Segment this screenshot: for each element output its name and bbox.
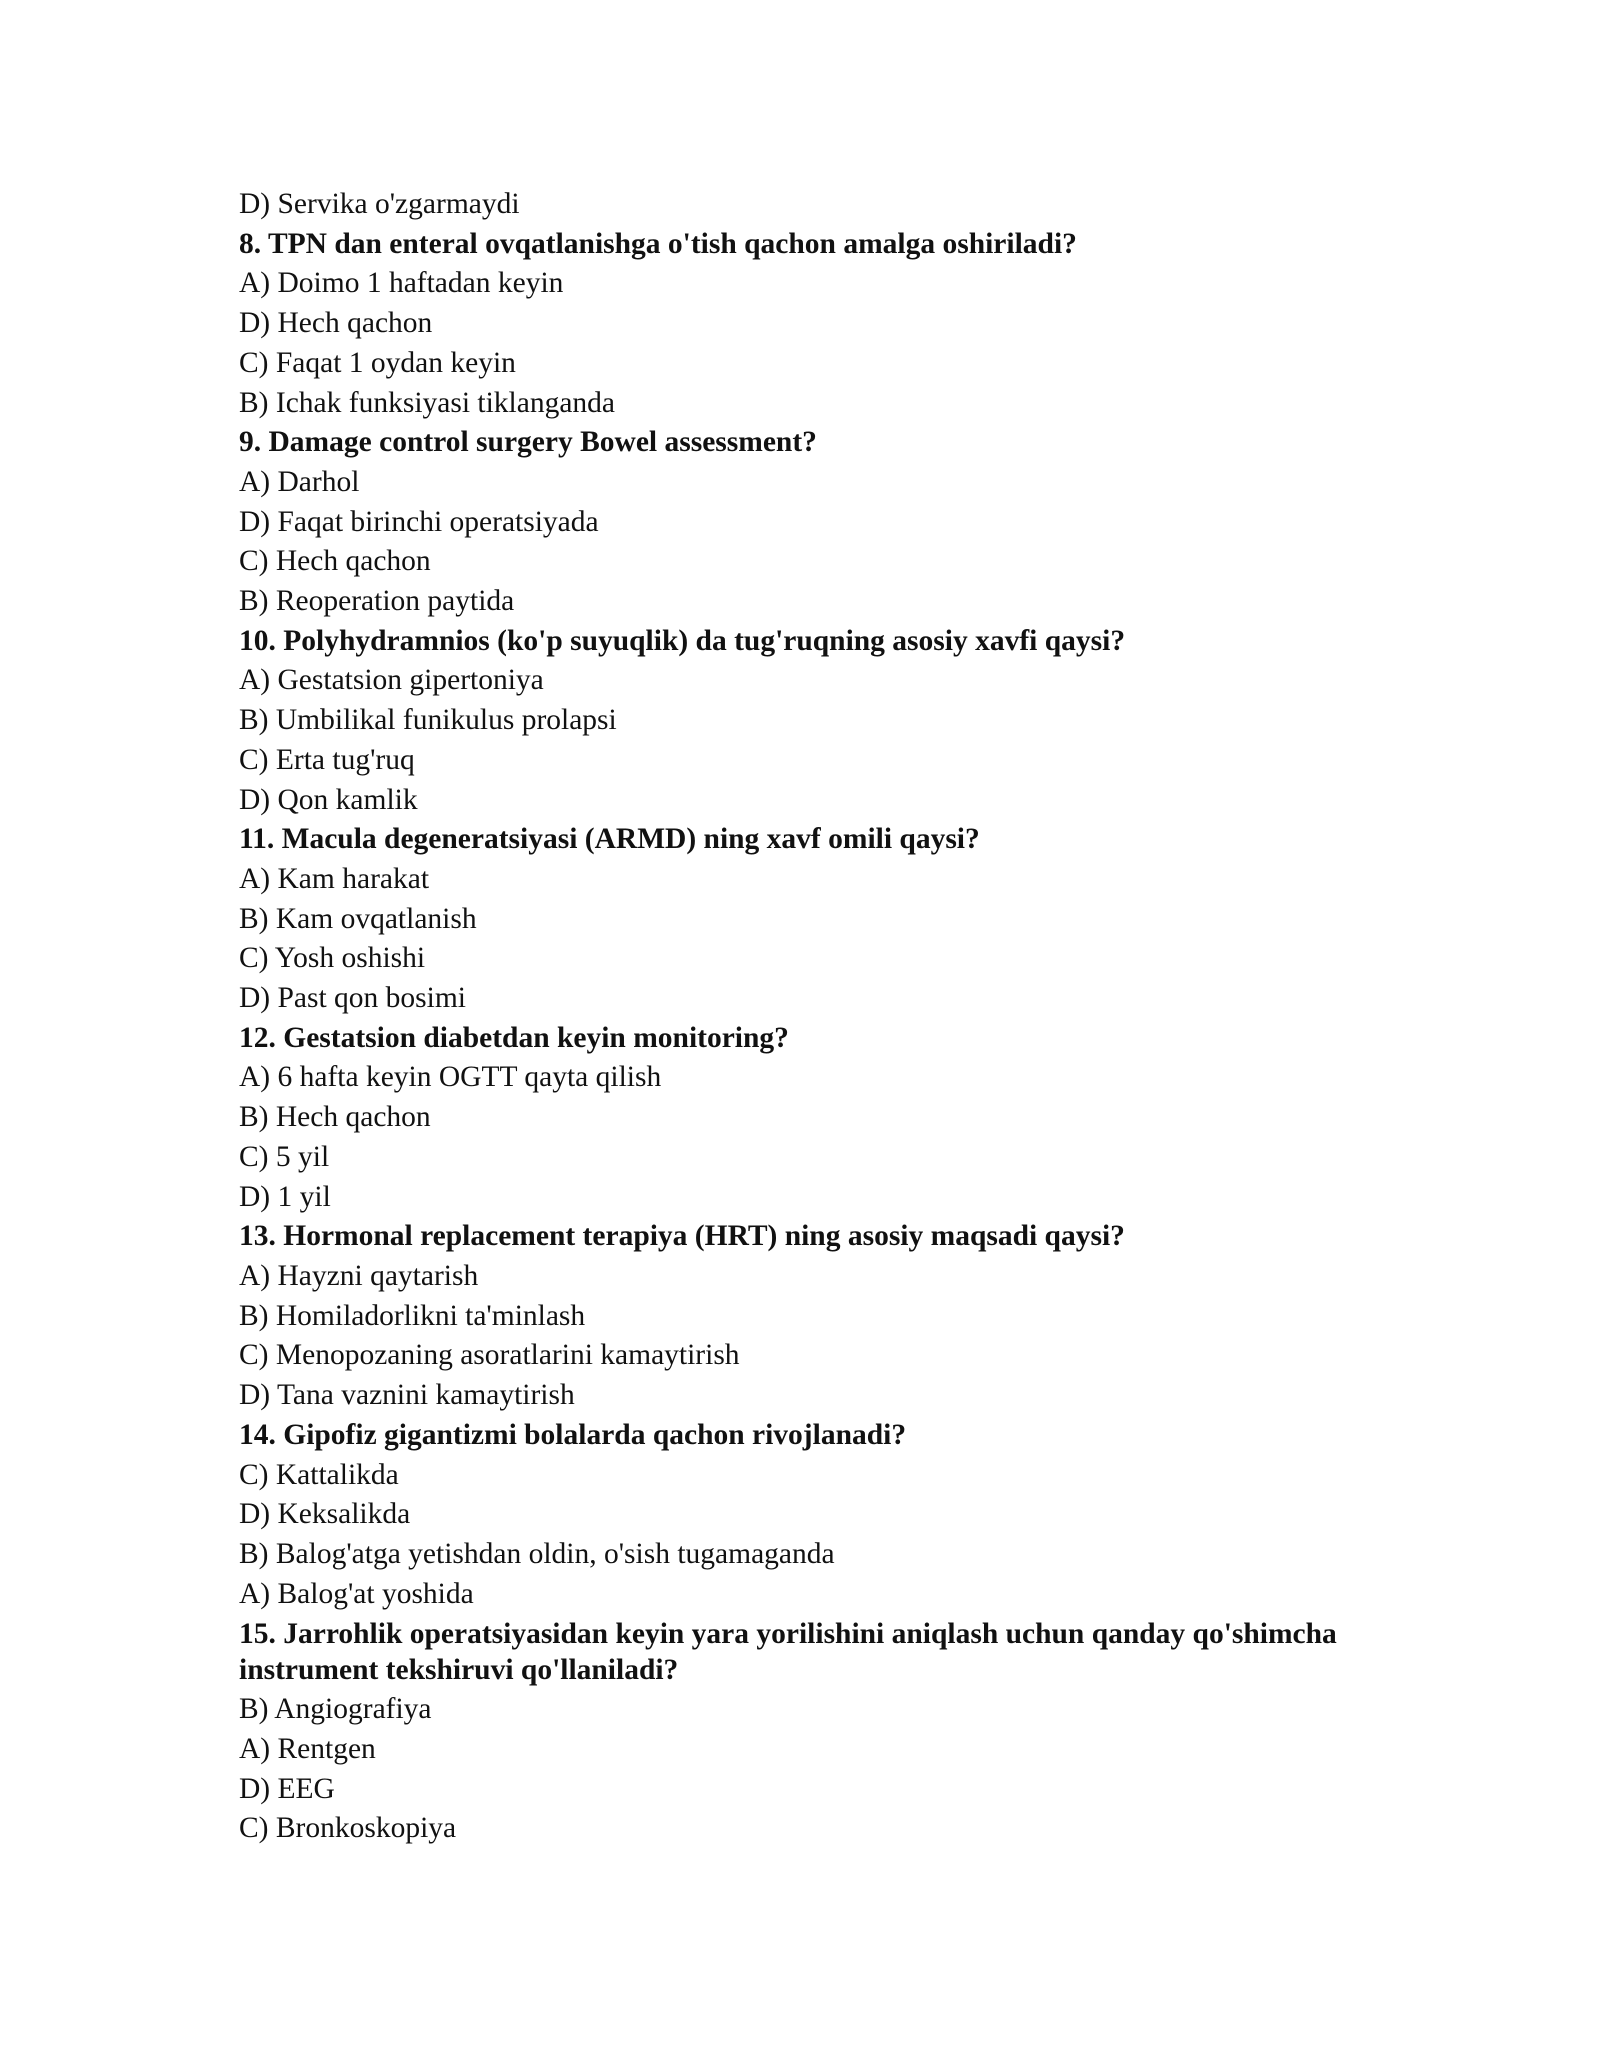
answer-option: A) Rentgen [239,1733,376,1766]
answer-option: D) 1 yil [239,1180,331,1213]
answer-option: D) Keksalikda [239,1498,411,1531]
answer-option: B) Reoperation paytida [239,585,515,618]
question-text: 11. Macula degeneratsiyasi (ARMD) ning xavf omili qaysi? [239,823,980,856]
answer-option: B) Homiladorlikni ta'minlash [239,1299,586,1332]
answer-option: D) Qon kamlik [239,783,418,816]
answer-option: D) Tana vaznini kamaytirish [239,1379,575,1412]
answer-option: C) Bronkoskopiya [239,1812,457,1845]
document-page [239,185,1439,1849]
answer-option: A) Hayzni qaytarish [239,1259,479,1292]
answer-option: C) Menopozaning asoratlarini kamaytirish [239,1339,740,1372]
answer-option: B) Kam ovqatlanish [239,902,477,935]
answer-option: C) Yosh oshishi [239,942,426,975]
question-text: 12. Gestatsion diabetdan keyin monitoring? [239,1021,789,1054]
answer-option: C) Faqat 1 oydan keyin [239,346,516,379]
question-text: 14. Gipofiz gigantizmi bolalarda qachon rivojlanadi? [239,1418,907,1451]
answer-option: B) Umbilikal funikulus prolapsi [239,704,617,737]
question-text: 15. Jarrohlik operatsiyasidan keyin yara yorilishini aniqlash uchun qanday qo'shimcha instrument tekshiruvi qo'llaniladi? [239,1618,1337,1687]
answer-option: B) Hech qachon [239,1101,431,1134]
answer-option: C) Erta tug'ruq [239,743,415,776]
answer-option: D) Hech qachon [239,307,433,340]
answer-option: A) 6 hafta keyin OGTT qayta qilish [239,1061,662,1094]
answer-option: A) Darhol [239,465,360,498]
question-text: 10. Polyhydramnios (ko'p suyuqlik) da tug'ruqning asosiy xavfi qaysi? [239,624,1126,657]
answer-option: A) Gestatsion gipertoniya [239,664,544,697]
answer-option: B) Angiografiya [239,1693,432,1726]
question-text: 13. Hormonal replacement terapiya (HRT) ning asosiy maqsadi qaysi? [239,1220,1125,1253]
answer-option: C) 5 yil [239,1140,330,1173]
answer-option: C) Hech qachon [239,545,431,578]
answer-option: A) Balog'at yoshida [239,1577,474,1610]
answer-option: D) Faqat birinchi operatsiyada [239,505,599,538]
question-text: 8. TPN dan enteral ovqatlanishga o'tish qachon amalga oshiriladi? [239,227,1077,260]
answer-option: A) Kam harakat [239,862,430,895]
answer-option: C) Kattalikda [239,1458,399,1491]
answer-option: B) Balog'atga yetishdan oldin, o'sish tugamaganda [239,1537,835,1570]
answer-option: B) Ichak funksiyasi tiklanganda [239,386,616,419]
answer-option: D) Servika o'zgarmaydi [239,188,520,220]
answer-option: D) EEG [239,1772,335,1805]
question-text: 9. Damage control surgery Bowel assessment? [239,426,817,459]
answer-option: D) Past qon bosimi [239,982,466,1015]
answer-option: A) Doimo 1 haftadan keyin [239,267,564,300]
